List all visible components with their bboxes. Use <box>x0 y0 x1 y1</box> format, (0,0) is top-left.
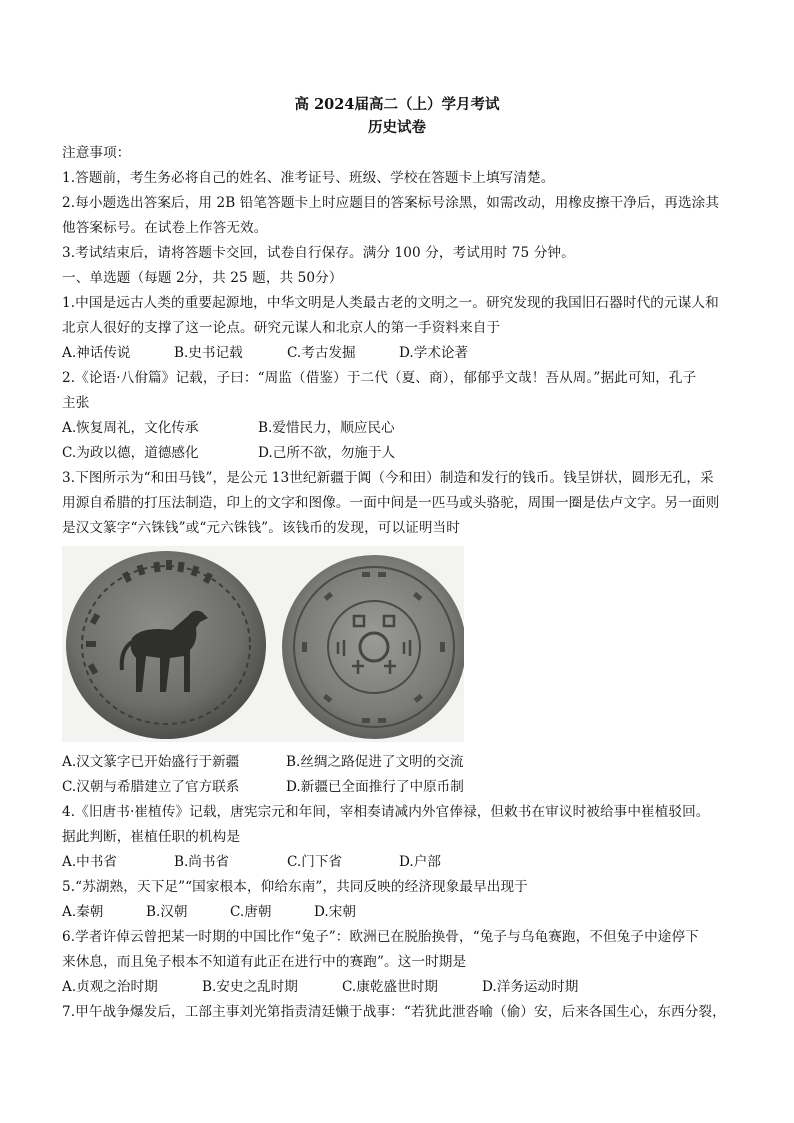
question-6-line-1: 6.学者许倬云曾把某一时期的中国比作“兔子”：欧洲已在脱胎换骨，“兔子与乌龟赛跑，不但兔子中途停下 <box>62 929 699 945</box>
option-b: B.安史之乱时期 <box>202 979 298 995</box>
question-1-line-1: 1.中国是远古人类的重要起源地，中华文明是人类最古老的文明之一。研究发现的我国旧石器时代的元谋人和 <box>62 295 719 311</box>
question-2-line-1: 2.《论语·八佾篇》记载，子曰：“周监（借鉴）于二代（夏、商），郁郁乎文哉！吾从周。”据此可知，孔子 <box>62 370 697 386</box>
option-d: D.户部 <box>399 854 441 870</box>
question-4-line-2: 据此判断，崔植任职的机构是 <box>62 829 241 845</box>
notes-heading: 注意事项： <box>62 145 131 161</box>
exam-subtitle: 历史试卷 <box>368 119 426 136</box>
question-2-line-2: 主张 <box>62 395 90 411</box>
section-heading: 一、单选题（每题 2分，共 25 题，共 50分） <box>62 270 343 286</box>
question-3-line-1: 3.下图所示为“和田马钱”，是公元 13世纪新疆于阗（今和田）制造和发行的钱币。钱呈饼状，圆形无孔，采 <box>62 470 714 486</box>
option-c: C.考古发掘 <box>287 345 356 361</box>
option-c: C.汉朝与希腊建立了官方联系 <box>62 779 240 795</box>
question-6-line-2: 来休息，而且兔子根本不知道有此正在进行中的赛跑”。这一时期是 <box>62 954 467 970</box>
question-5-line-1: 5.“苏湖熟，天下足”“国家根本，仰给东南”，共同反映的经济现象最早出现于 <box>62 879 528 895</box>
coin-photo <box>62 546 464 742</box>
coin-character-side <box>282 555 464 739</box>
option-a: A.中书省 <box>62 854 117 870</box>
option-c: C.康乾盛世时期 <box>342 979 438 995</box>
note-3: 3.考试结束后，请将答题卡交回，试卷自行保存。满分 100 分，考试用时 75 分钟。 <box>62 245 575 261</box>
option-a: A.神话传说 <box>62 345 131 361</box>
question-4-line-1: 4.《旧唐书·崔植传》记载，唐宪宗元和年间，宰相奏请减内外官俸禄，但敕书在审议时被给事中崔植驳回。 <box>62 804 710 820</box>
question-3-line-2: 用源自希腊的打压法制造，印上的文字和图像。一面中间是一匹马或头骆驼，周围一圈是佉卢文字。另一面则 <box>62 495 720 511</box>
option-a: A.恢复周礼，文化传承 <box>62 420 199 436</box>
option-c: C.唐朝 <box>230 904 272 920</box>
option-d: D.洋务运动时期 <box>482 979 579 995</box>
question-3-line-3: 是汉文篆字“六铢钱”或“元六铢钱”。该钱币的发现，可以证明当时 <box>62 520 460 536</box>
note-2-line-2: 他答案标号。在试卷上作答无效。 <box>62 220 268 236</box>
option-b: B.爱惜民力，顺应民心 <box>258 420 395 436</box>
option-d: D.己所不欲，勿施于人 <box>258 445 396 461</box>
note-1: 1.答题前，考生务必将自己的姓名、准考证号、班级、学校在答题卡上填写清楚。 <box>62 170 555 186</box>
option-d: D.宋朝 <box>314 904 356 920</box>
option-a: A.秦朝 <box>62 904 104 920</box>
coin-horse-side <box>66 551 266 739</box>
option-b: B.丝绸之路促进了文明的交流 <box>286 754 464 770</box>
option-b: B.汉朝 <box>146 904 188 920</box>
question-7-line-1: 7.甲午战争爆发后，工部主事刘光第指责清廷懒于战事：“若犹此泄沓喻（偷）安，后来各国生心，东西分裂， <box>62 1004 726 1020</box>
option-c: C.为政以德，道德感化 <box>62 445 199 461</box>
note-2-line-1: 2.每小题选出答案后，用 2B 铅笔答题卡上时应题目的答案标号涂黑，如需改动，用橡皮擦干净后，再选涂其 <box>62 195 720 211</box>
option-b: B.史书记载 <box>174 345 243 361</box>
option-d: D.学术论著 <box>399 345 469 361</box>
exam-title: 高 2024届高二（上）学月考试 <box>294 96 500 113</box>
option-b: B.尚书省 <box>174 854 230 870</box>
option-a: A.汉文篆字已开始盛行于新疆 <box>62 754 240 770</box>
option-d: D.新疆已全面推行了中原币制 <box>286 779 464 795</box>
question-1-line-2: 北京人很好的支撑了这一论点。研究元谋人和北京人的第一手资料来自于 <box>62 320 501 336</box>
option-a: A.贞观之治时期 <box>62 979 158 995</box>
option-c: C.门下省 <box>287 854 343 870</box>
